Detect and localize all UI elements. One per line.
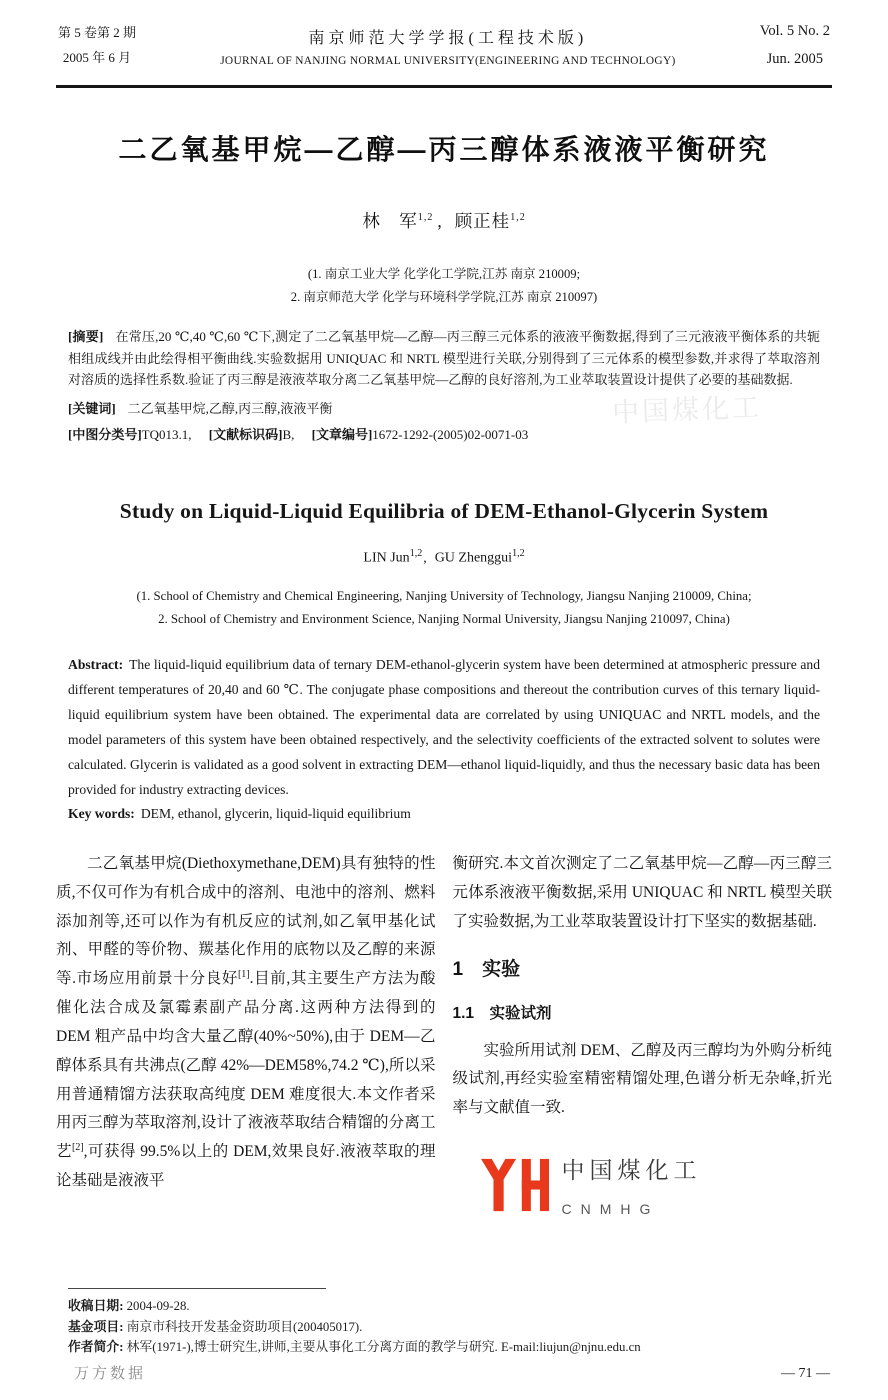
abstract-en	[68, 652, 820, 802]
page-number: — 71 —	[781, 1366, 830, 1381]
author-affil-sup: 1,2	[409, 547, 423, 559]
logo-text-cn: 中国煤化工	[561, 1157, 702, 1184]
author-affil-sup: 1,2	[510, 212, 526, 224]
issue-info-en	[760, 18, 830, 73]
issue-info-cn	[58, 21, 136, 70]
body-columns	[56, 850, 832, 1222]
logo-text-en: CNMHG	[561, 1200, 660, 1217]
cnmhg-logo-icon	[481, 1157, 549, 1213]
authors-en	[56, 548, 832, 567]
right-column	[453, 850, 833, 1222]
keywords-en	[68, 806, 820, 822]
received-date-line	[68, 1296, 820, 1317]
journal-header	[56, 12, 832, 88]
abstract-text-cn: 在常压,20 ℃,40 ℃,60 ℃下,测定了二乙氧基甲烷—乙醇—丙三醇三元体系的液液平衡数据,得到了三元液液平衡体系的共轭相组成线并由此绘得相平衡曲线.实验数据用 UNIQUAC 和 NRTL 模型进行关联,分别得到了三元体系的模型参数,并求得了萃取溶剂对溶质的选择性系数.验证了丙三醇是液液萃取分离二乙氧基甲烷—乙醇的良好溶剂,为工业萃取装置设计提供了必要的基础数据.	[68, 329, 820, 387]
affiliations-en	[56, 585, 832, 632]
faint-stamp-watermark: 中国煤化工	[611, 392, 763, 428]
abstract-label-en: Abstract:	[68, 656, 124, 672]
journal-name-en: JOURNAL OF NANJING NORMAL UNIVERSITY(ENGINEERING AND TECHNOLOGY)	[220, 54, 676, 67]
journal-name-cn: 南京师范大学学报(工程技术版)	[308, 29, 588, 47]
intro-paragraph-continued: 衡研究.本文首次测定了二乙氧基甲烷—乙醇—丙三醇三元体系液液平衡数据,采用 UNIQUAC 和 NRTL 模型关联了实验数据,为工业萃取装置设计打下坚实的数据基础.	[452, 854, 832, 930]
article-title-en: Study on Liquid-Liquid Equilibria of DEM-Ethanol-Glycerin System	[119, 498, 769, 523]
authors-cn	[56, 208, 832, 233]
author-affil-sup: 1,2	[512, 547, 525, 559]
doc-code-label: [文献标识码]	[208, 426, 283, 442]
date-en: Jun. 2005	[766, 50, 824, 67]
left-column	[56, 850, 436, 1222]
author-name-en: GU Zhenggui	[434, 550, 513, 566]
intro-text: .目前,其主要生产方法为酸催化法合成及氯霉素副产品分离.这两种方法得到的 DEM 粗产品中均含大量乙醇(40%~50%),由于 DEM—乙醇体系具有共沸点(乙醇 42%—DEM58%,74.2 ℃),所以采用普通精馏方法获取高纯度 DEM 难度很大.本文作者采用丙三醇为萃取溶剂,设计了液液萃取结合精馏的分离工艺	[56, 970, 436, 1161]
author-separator: ,	[437, 211, 443, 232]
doc-code-value: B,	[282, 426, 295, 442]
received-date-label: 收稿日期:	[68, 1299, 124, 1313]
author-name-cn: 林 军	[362, 211, 418, 232]
author-separator: ,	[423, 550, 427, 566]
footnotes	[68, 1288, 820, 1358]
keywords-text-en: DEM, ethanol, glycerin, liquid-liquid equilibrium	[140, 805, 411, 821]
intro-paragraph	[56, 850, 436, 1196]
section-1-1-heading: 1.1 实验试剂	[452, 1004, 552, 1022]
author-bio-label: 作者简介:	[68, 1340, 124, 1355]
author-name-en: LIN Jun	[363, 550, 410, 566]
clc-label: [中图分类号]	[68, 426, 142, 442]
article-no-value: 1672-1292-(2005)02-0071-03	[372, 426, 529, 442]
footnote-rule	[68, 1288, 326, 1289]
wanfang-data-watermark: 万方数据	[74, 1365, 147, 1382]
volume-issue-cn: 第 5 卷第 2 期	[58, 24, 137, 40]
reference-1-marker: [1]	[237, 969, 250, 981]
affiliations-cn	[56, 263, 832, 308]
journal-name-block	[220, 25, 675, 67]
fund-label: 基金项目:	[68, 1319, 124, 1334]
section-1-1-paragraph: 实验所用试剂 DEM、乙醇及丙三醇均为外购分析纯级试剂,再经实验室精密精馏处理,色谱分析无杂峰,折光率与文献值一致.	[452, 1041, 832, 1117]
fund-line	[68, 1317, 820, 1338]
reference-2-marker: [2]	[71, 1142, 84, 1154]
author-name-cn: 顾正桂	[454, 211, 511, 232]
clc-value: TQ013.1,	[141, 426, 192, 442]
article-no-label: [文章编号]	[311, 426, 373, 442]
received-date-value: 2004-09-28.	[126, 1299, 190, 1313]
affiliation-line: (1. School of Chemistry and Chemical Engineering, Nanjing University of Technology, Jiangsu Nanjing 210009, China;	[136, 588, 752, 603]
volume-issue-en: Vol. 5 No. 2	[759, 23, 830, 39]
keywords-text-cn: 二乙氧基甲烷,乙醇,丙三醇,液液平衡	[127, 400, 333, 416]
author-affil-sup: 1,2	[417, 212, 434, 224]
date-cn: 2005 年 6 月	[62, 49, 132, 65]
affiliation-line: 2. 南京师范大学 化学与环境科学学院,江苏 南京 210097)	[290, 289, 598, 304]
abstract-label-cn: [摘要]	[68, 329, 104, 345]
section-1-heading: 1 实验	[452, 959, 521, 981]
affiliation-line: (1. 南京工业大学 化学化工学院,江苏 南京 210009;	[307, 267, 581, 282]
intro-text: 二乙氧基甲烷(Diethoxymethane,DEM)具有独特的性质,不仅可作为有机合成中的溶剂、电池中的溶剂、燃料添加剂等,还可以作为有机反应的试剂,如乙氧甲基化试剂、甲醛的等价物、羰基化作用的底物以及乙醇的来源等.市场应用前景十分良好	[56, 854, 436, 988]
logo-text-block	[562, 1149, 702, 1222]
affiliation-line: 2. School of Chemistry and Environment Science, Nanjing Normal University, Jiangsu Nanjing 210097, China)	[158, 612, 730, 627]
abstract-cn	[68, 326, 820, 390]
keywords-cn	[68, 398, 820, 417]
abstract-text-en: The liquid-liquid equilibrium data of ternary DEM-ethanol-glycerin system have been determined at atmospheric pressure and different temperatures of 20,40 and 60 ℃. The conjugate phase compositions and thereout the contribution curves of this ternary liquid-liquid equilibrium system have been obtained. The experimental data are correlated by using UNIQUAC and NRTL models, and the model parameters of this system have been obtained respectively, and the selectivity coefficients of the extracted solvent to solutes were calculated. Glycerin is validated as a good solvent in extracting DEM—ethanol liquid-liquidly, and thus the necessary basic data has been provided for industry extracting devices.	[68, 656, 820, 797]
keywords-label-cn: [关键词]	[68, 400, 116, 416]
classification-line	[68, 424, 820, 443]
fund-value: 南京市科技开发基金资助项目(200405017).	[126, 1319, 363, 1334]
cnmhg-logo	[481, 1149, 833, 1222]
intro-text: ,可获得 99.5%以上的 DEM,效果良好.液液萃取的理论基础是液液平	[56, 1143, 436, 1190]
author-bio-value: 林军(1971-),博士研究生,讲师,主要从事化工分离方面的教学与研究. E-mail:liujun@njnu.edu.cn	[126, 1340, 641, 1355]
keywords-label-en: Key words:	[68, 805, 135, 821]
article-title-cn: 二乙氧基甲烷—乙醇—丙三醇体系液液平衡研究	[118, 134, 770, 166]
author-bio-line	[68, 1337, 820, 1358]
